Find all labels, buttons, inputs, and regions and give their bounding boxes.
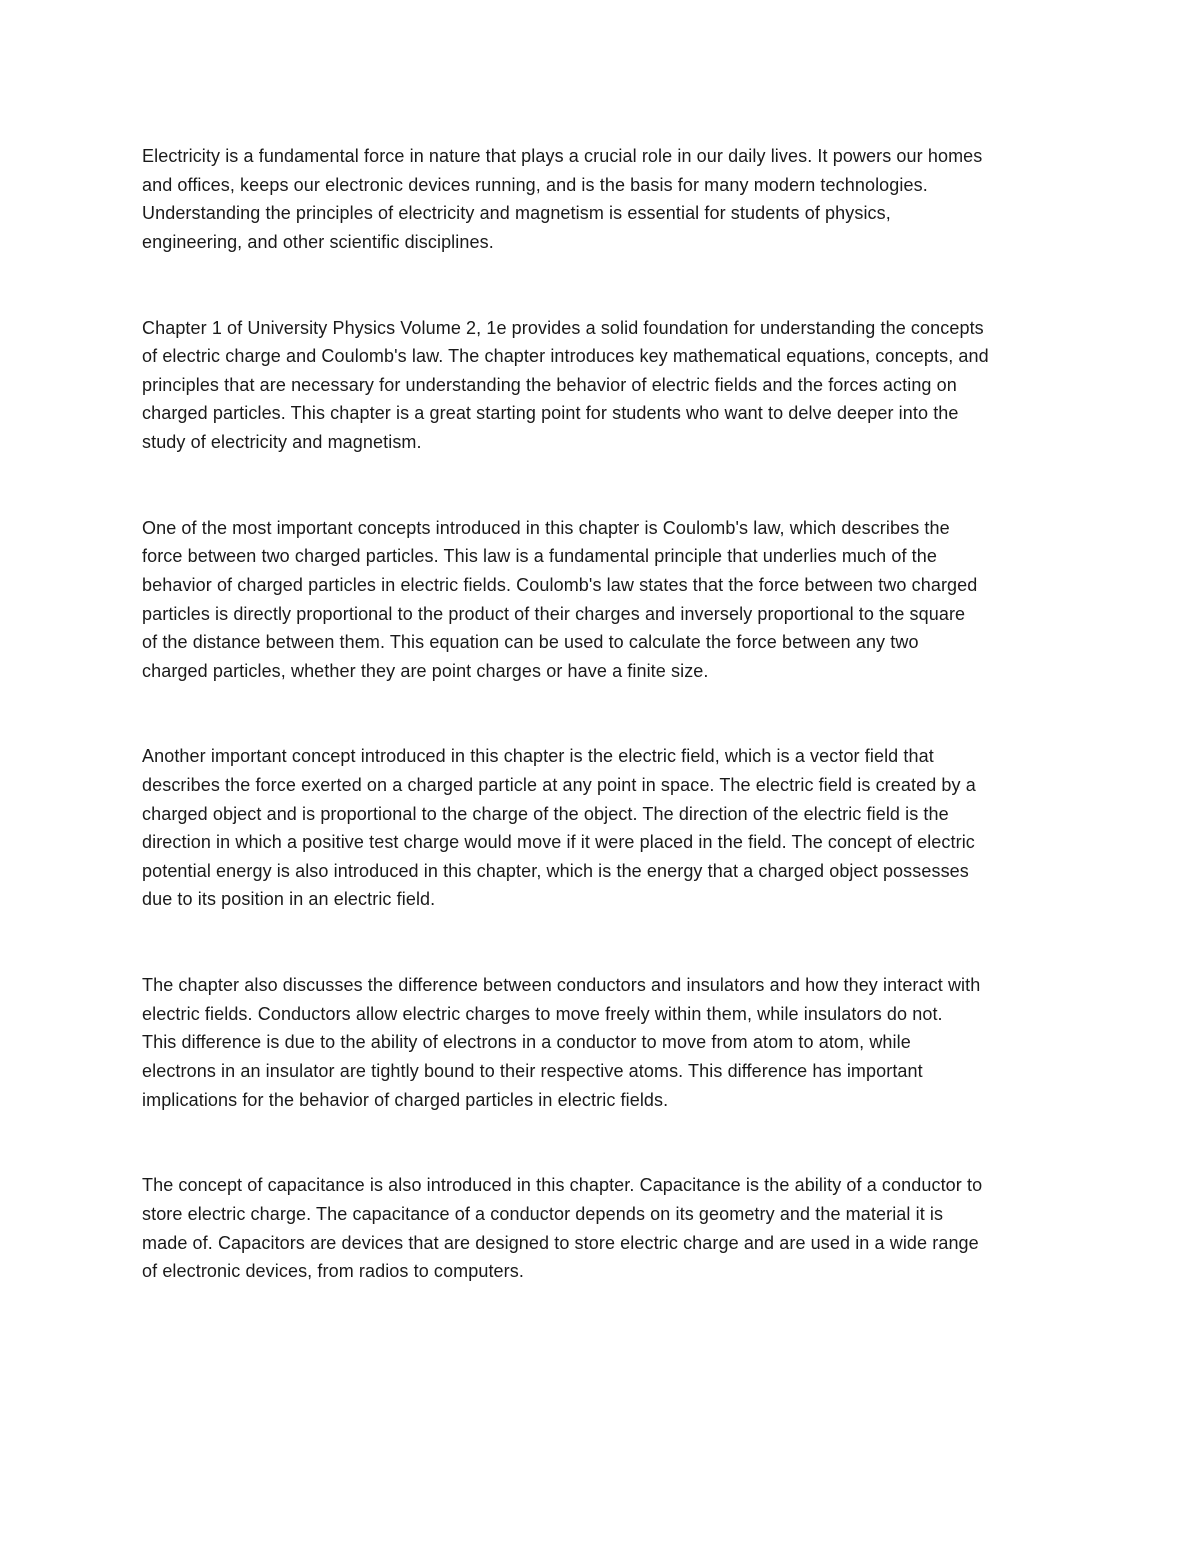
- text-line: force between two charged particles. This law is a fundamental principle that underlies much of the: [142, 546, 937, 567]
- text-line: Electricity is a fundamental force in nature that plays a crucial role in our daily lives. It powers our homes: [142, 146, 983, 166]
- text-line: made of. Capacitors are devices that are designed to store electric charge and are used in a wide range: [142, 1232, 979, 1253]
- paragraph-coulombs-law: [142, 514, 1058, 686]
- document-body: [142, 142, 1058, 1286]
- paragraph-spacer: [142, 457, 1058, 514]
- paragraph-spacer: [142, 914, 1058, 971]
- text-line: charged particles. This chapter is a great starting point for students who want to delve deeper into the: [142, 403, 959, 424]
- text-line: This difference is due to the ability of electrons in a conductor to move from atom to atom, while: [142, 1032, 911, 1053]
- text-line: charged particles, whether they are point charges or have a finite size.: [142, 660, 709, 681]
- text-line: of the distance between them. This equation can be used to calculate the force between any two: [142, 632, 919, 653]
- paragraph-spacer: [142, 256, 1058, 313]
- paragraph-spacer: [142, 1114, 1058, 1171]
- text-line: direction in which a positive test charge would move if it were placed in the field. The concept of electric: [142, 832, 975, 853]
- paragraph-chapter-overview: [142, 314, 1058, 457]
- text-line: charged object and is proportional to the charge of the object. The direction of the electric field is the: [142, 803, 949, 824]
- text-line: behavior of charged particles in electric fields. Coulomb's law states that the force between two charged: [142, 574, 978, 595]
- text-line: describes the force exerted on a charged particle at any point in space. The electric field is created by a: [142, 775, 976, 796]
- text-line: Chapter 1 of University Physics Volume 2, 1e provides a solid foundation for understanding the concepts: [142, 317, 984, 338]
- text-line: The chapter also discusses the difference between conductors and insulators and how they interact with: [142, 975, 981, 996]
- text-line: of electronic devices, from radios to computers.: [142, 1261, 524, 1282]
- text-line: particles is directly proportional to the product of their charges and inversely proportional to the square: [142, 603, 966, 624]
- text-line: store electric charge. The capacitance of a conductor depends on its geometry and the material it is: [142, 1203, 944, 1224]
- text-line: potential energy is also introduced in this chapter, which is the energy that a charged object possesses: [142, 860, 969, 881]
- text-line: study of electricity and magnetism.: [142, 431, 422, 452]
- text-line: Another important concept introduced in this chapter is the electric field, which is a vector field that: [142, 746, 934, 767]
- paragraph-conductors-insulators: [142, 971, 1058, 1114]
- text-line: principles that are necessary for understanding the behavior of electric fields and the forces acting on: [142, 374, 957, 395]
- text-line: and offices, keeps our electronic devices running, and is the basis for many modern technologies.: [142, 174, 928, 195]
- text-line: implications for the behavior of charged particles in electric fields.: [142, 1089, 669, 1110]
- paragraph-capacitance: [142, 1171, 1058, 1285]
- text-line: of electric charge and Coulomb's law. The chapter introduces key mathematical equations, concepts, and: [142, 346, 989, 367]
- text-line: electric fields. Conductors allow electric charges to move freely within them, while insulators do not.: [142, 1003, 943, 1024]
- text-line: due to its position in an electric field.: [142, 889, 436, 910]
- paragraph-electricity-intro: [142, 142, 1058, 256]
- text-line: Understanding the principles of electricity and magnetism is essential for students of physics,: [142, 203, 891, 224]
- text-line: electrons in an insulator are tightly bound to their respective atoms. This difference has important: [142, 1061, 923, 1081]
- text-line: engineering, and other scientific disciplines.: [142, 231, 494, 252]
- text-line: The concept of capacitance is also introduced in this chapter. Capacitance is the ability of a conductor to: [142, 1175, 983, 1196]
- paragraph-spacer: [142, 685, 1058, 742]
- text-line: One of the most important concepts introduced in this chapter is Coulomb's law, which describes the: [142, 517, 950, 538]
- paragraph-electric-field: [142, 742, 1058, 914]
